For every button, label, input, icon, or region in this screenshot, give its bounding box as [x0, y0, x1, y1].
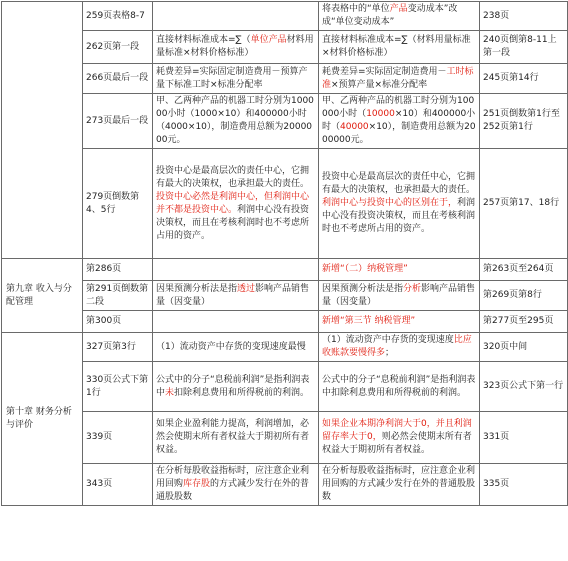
original-page-cell: 266页最后一段	[83, 64, 153, 94]
text-span: 的方式减少发行在外的普通股股数	[156, 479, 310, 502]
original-page-cell: 330页公式下第1行	[83, 362, 153, 412]
original-page-cell: 327页第3行	[83, 333, 153, 362]
table-row	[2, 281, 568, 311]
table-row	[2, 94, 568, 149]
text-span: 耗费差异=实际固定制造费用－预算产量下标准工时×标准分配率	[156, 66, 308, 90]
highlighted-text: 分析	[403, 283, 422, 294]
text-span: 直接材料标准成本=∑（材料用量标准×材料价格标准）	[322, 35, 471, 58]
original-page-cell: 339页	[83, 412, 153, 464]
highlighted-text: 新增“第三节 纳税管理”	[322, 316, 416, 326]
text-span: 因果预测分析法是指	[156, 283, 238, 294]
revised-text-cell	[319, 311, 480, 333]
original-text-cell	[153, 31, 319, 64]
table-row	[2, 149, 568, 259]
highlighted-text: 利润中心与投资中心的区别在于，	[322, 198, 458, 208]
revised-text-cell	[319, 412, 480, 464]
table-row	[2, 362, 568, 412]
text-span: 公式中的分子“息税前利润”是指利润表中	[156, 374, 310, 398]
text-span: ×10），制造费用总额为2000000元。	[322, 122, 476, 145]
revised-text-cell	[319, 149, 480, 259]
text-span: ×10）和400000小时（	[322, 109, 476, 132]
original-text-cell	[153, 311, 319, 333]
new-page-cell: 251页倒数第1行至252页第1行	[480, 94, 568, 149]
text-span: 扣除利息费用和所得税前的利润。	[174, 387, 310, 398]
text-span: 变动成本”改成“单位变动成本”	[322, 4, 458, 27]
text-span: （1）流动资产中存货的变现速度最慢	[156, 341, 306, 352]
new-page-cell: 331页	[480, 412, 568, 464]
text-span: 直接材料标准成本=∑（	[156, 35, 251, 45]
text-span: 在分析每股收益指标时，应注意企业利用回购	[156, 466, 310, 489]
chapter-cell: 第十章 财务分析与评价	[2, 333, 83, 506]
original-text-cell	[153, 333, 319, 362]
new-page-cell: 240页倒第8-11上第一段	[480, 31, 568, 64]
text-span: 甲、乙两种产品的机器工时分别为100000小时（	[322, 96, 475, 119]
text-span: 将表格中的“单位	[322, 4, 390, 14]
original-page-cell: 第286页	[83, 259, 153, 281]
highlighted-text: 透过	[237, 283, 256, 294]
original-page-cell: 第300页	[83, 311, 153, 333]
text-span: 甲、乙两种产品的机器工时分别为100000小时（1000×10）和400000小时（4000×10），制造费用总额为2000000元。	[156, 96, 314, 145]
highlighted-text: 未	[165, 387, 175, 398]
highlighted-text: 比应收账款要慢得多	[322, 335, 472, 358]
text-span: 利润中心没有投资决策权，而且在考核利润时也不考虑所占用的资产。	[322, 198, 476, 234]
original-text-cell	[153, 94, 319, 149]
text-span: 影响产品销售量（因变量）	[156, 283, 310, 307]
text-span: 如果企业盈利能力提高，利润增加，必然会使期末所有者权益大于期初所有者权益。	[156, 419, 310, 455]
highlighted-text: 新增“（二）纳税管理”	[322, 264, 408, 274]
highlighted-text: 库存股	[183, 479, 211, 489]
original-page-cell: 343页	[83, 464, 153, 506]
original-page-cell: 第291页倒数第二段	[83, 281, 153, 311]
revised-text-cell	[319, 31, 480, 64]
revised-text-cell	[319, 362, 480, 412]
text-span: 影响产品销售量（因变量）	[322, 283, 476, 307]
chapter-cell-blank	[2, 2, 83, 259]
text-span: 则必然会使期末所有者权益大于期初所有者权益。	[322, 432, 472, 455]
original-text-cell	[153, 64, 319, 94]
text-span: ；	[385, 348, 395, 358]
chapter-cell: 第九章 收入与分配管理	[2, 259, 83, 333]
text-span: 投资中心是最高层次的责任中心，它拥有最大的决策权，也承担最大的责任。	[322, 172, 476, 195]
new-page-cell: 335页	[480, 464, 568, 506]
text-span: 在分析每股收益指标时，应注意企业利用回购的方式减少发行在外的普通股股数	[322, 466, 476, 502]
table-row	[2, 333, 568, 362]
table-row	[2, 259, 568, 281]
table-row	[2, 412, 568, 464]
text-span: ×预算产量×标准分配率	[331, 79, 428, 90]
revised-text-cell	[319, 64, 480, 94]
text-span: 利润中心没有投资决策权，而且在考核利润时也不考虑所占用的资产。	[156, 204, 310, 241]
revised-text-cell	[319, 2, 480, 31]
original-text-cell	[153, 149, 319, 259]
original-text-cell	[153, 2, 319, 31]
highlighted-text: 10000	[366, 109, 395, 119]
original-text-cell	[153, 362, 319, 412]
original-page-cell: 262页第一段	[83, 31, 153, 64]
table-row	[2, 2, 568, 31]
revised-text-cell	[319, 94, 480, 149]
revised-text-cell	[319, 464, 480, 506]
new-page-cell: 第269页第8行	[480, 281, 568, 311]
original-text-cell	[153, 412, 319, 464]
original-text-cell	[153, 259, 319, 281]
revised-text-cell	[319, 281, 480, 311]
text-span: 投资中心是最高层次的责任中心，它拥有最大的决策权，也承担最大的责任。	[156, 165, 310, 189]
original-page-cell: 279页倒数第4、5行	[83, 149, 153, 259]
highlighted-text: 如果企业本期净利润大于0，并且利润留存率大于0，	[322, 419, 472, 442]
highlighted-text: 40000	[340, 122, 369, 132]
text-span: （1）流动资产中存货的变现速度	[322, 335, 454, 345]
original-text-cell	[153, 281, 319, 311]
highlighted-text: 投资中心必然是利润中心，但利润中心并不都是投资中心。	[156, 191, 310, 215]
revised-text-cell	[319, 259, 480, 281]
new-page-cell: 第277页至295页	[480, 311, 568, 333]
table-row	[2, 311, 568, 333]
revised-text-cell	[319, 333, 480, 362]
highlighted-text: 产品	[389, 4, 408, 14]
original-page-cell: 259页表格8-7	[83, 2, 153, 31]
text-span: 耗费差异=实际固定制造费用－	[322, 66, 447, 77]
original-text-cell	[153, 464, 319, 506]
table-row	[2, 64, 568, 94]
text-span: 公式中的分子“息税前利润”是指利润表中扣除利息费用和所得税前的利润。	[322, 374, 476, 398]
new-page-cell: 245页第14行	[480, 64, 568, 94]
table-row	[2, 464, 568, 506]
original-page-cell: 273页最后一段	[83, 94, 153, 149]
text-span: 因果预测分析法是指	[322, 283, 404, 294]
table-row	[2, 31, 568, 64]
new-page-cell: 257页第17、18行	[480, 149, 568, 259]
new-page-cell: 320页中间	[480, 333, 568, 362]
text-span: 材料用量标准×材料价格标准）	[156, 35, 314, 58]
errata-table	[1, 1, 568, 506]
highlighted-text: 工时标准	[322, 66, 474, 90]
new-page-cell: 第263页至264页	[480, 259, 568, 281]
new-page-cell: 323页公式下第一行	[480, 362, 568, 412]
new-page-cell: 238页	[480, 2, 568, 31]
highlighted-text: 单位产品	[250, 35, 287, 45]
